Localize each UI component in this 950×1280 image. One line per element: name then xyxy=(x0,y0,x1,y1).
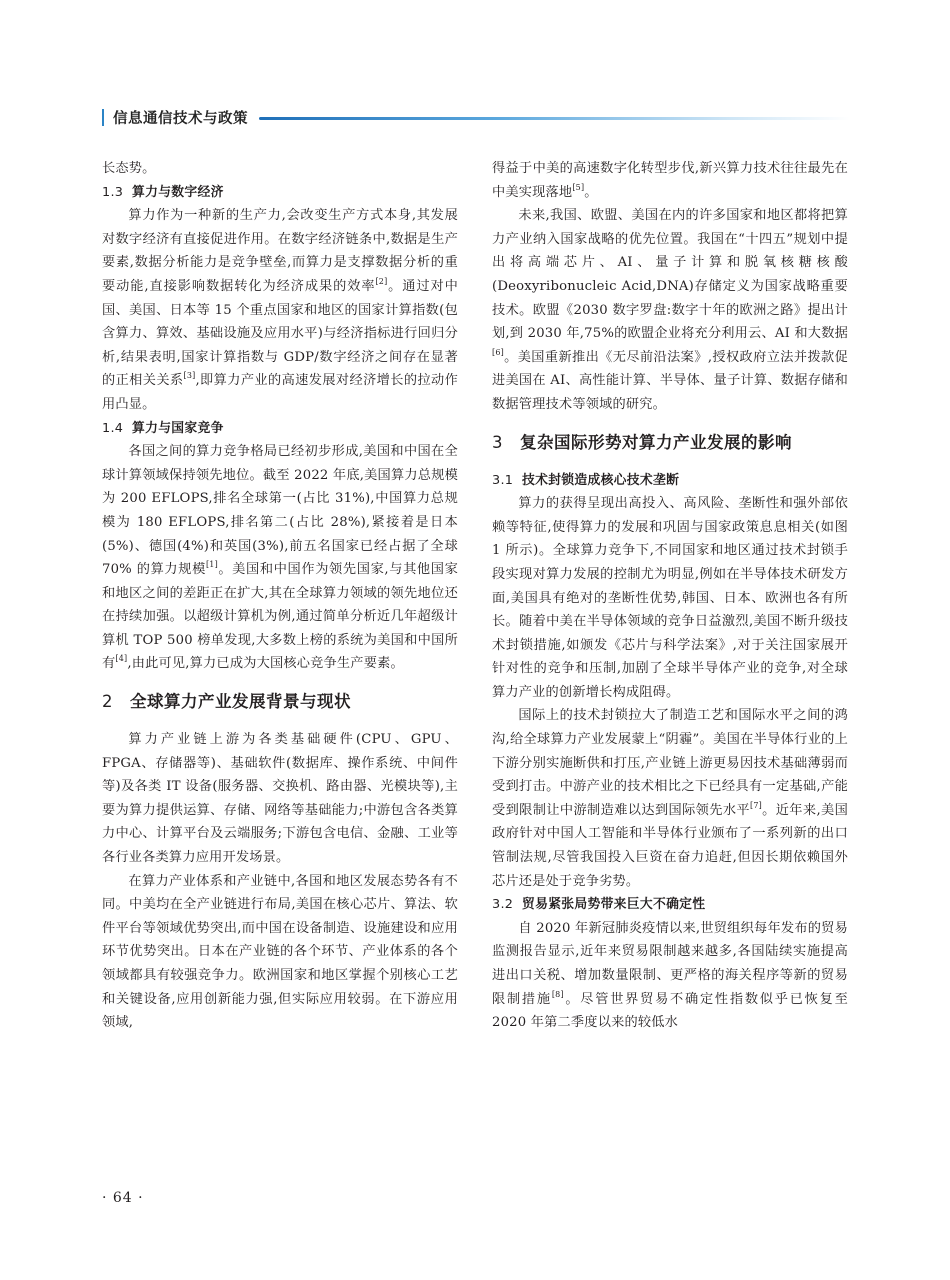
left-column xyxy=(102,157,458,1035)
section-1-4-heading: 1.4 算力与国家竞争 xyxy=(102,420,224,436)
paragraph-continued: 得益于中美的高速数字化转型步伐,新兴算力技术往往最先在中美实现落地[5]。 xyxy=(492,161,848,200)
running-header xyxy=(102,105,850,131)
paragraph: 国际上的技术封锁拉大了制造工艺和国际水平之间的鸿沟,给全球算力产业发展蒙上“阴霾”。美国在半导体行业的上下游分别实施断供和打压,产业链上游更易因技术基础薄弱而受到打击。中游产业的技术相比之下已经具有一定基础,产能受到限制让中游制造难以达到国际领先水平[7]。近年来,美国政府针对中国人工智能和半导体行业颁布了一系列新的出口管制法规,尽管我国投入巨资在奋力追赶,但因长期依赖国外芯片还是处于竞争劣势。 xyxy=(492,708,848,889)
citation-ref[interactable]: [7] xyxy=(750,800,762,810)
right-column xyxy=(492,157,848,1035)
section-3-heading: 3 复杂国际形势对算力产业发展的影响 xyxy=(492,432,792,452)
paragraph: 自 2020 年新冠肺炎疫情以来,世贸组织每年发布的贸易监测报告显示,近年来贸易限制越来越多,各国陆续实施提高进出口关税、增加数量限制、更严格的海关程序等新的贸易限制措施[8]。尽管世界贸易不确定性指数似乎已恢复至 2020 年第二季度以来的较低水 xyxy=(492,920,848,1031)
paragraph: 算力的获得呈现出高投入、高风险、垄断性和强外部依赖等特征,使得算力的发展和巩固与国家政策息息相关(如图 1 所示)。全球算力竞争下,不同国家和地区通过技术封锁手段实现对算力发展的控制尤为明显,例如在半导体技术研发方面,美国具有绝对的垄断性优势,韩国、日本、欧洲也各有所长。随着中美在半导体领域的竞争日益激烈,美国不断升级技术封锁措施,如颁发《芯片与科学法案》,对于关注国家展开针对性的竞争和压制,加剧了全球半导体产业的竞争,对全球算力产业的创新增长构成阻碍。 xyxy=(492,496,848,700)
paragraph: 算力作为一种新的生产力,会改变生产方式本身,其发展对数字经济有直接促进作用。在数字经济链条中,数据是生产要素,数据分析能力是竞争壁垒,而算力是支撑数据分析的重要动能,直接影响数据转化为经济成果的效率[2]。通过对中国、美国、日本等 15 个重点国家和地区的国家计算指数(包含算力、算效、基础设施及应用水平)与经济指标进行回归分析,结果表明,国家计算指数与 GDP/数字经济之间存在显著的正相关关系[3],即算力产业的高速发展对经济增长的拉动作用凸显。 xyxy=(102,208,458,412)
paragraph: 未来,我国、欧盟、美国在内的许多国家和地区都将把算力产业纳入国家战略的优先位置。我国在“十四五”规划中提出将高端芯片、AI、量子计算和脱氧核糖核酸(Deoxyribonucleic Acid,DNA)存储定义为国家战略重要技术。欧盟《2030 数字罗盘:数字十年的欧洲之路》提出计划,到 2030 年,75%的欧盟企业将充分利用云、AI 和大数据[6]。美国重新推出《无尽前沿法案》,授权政府立法并拨款促进美国在 AI、高性能计算、半导体、量子计算、数据存储和数据管理技术等领域的研究。 xyxy=(492,208,848,412)
citation-ref[interactable]: [4] xyxy=(115,654,128,664)
paragraph: 算力产业链上游为各类基础硬件(CPU、GPU、FPGA、存储器等)、基础软件(数据库、操作系统、中间件等)及各类 IT 设备(服务器、交换机、路由器、光模块等),主要为算力提供运算、存储、网络等基础能力;中游包含各类算力中心、计算平台及云端服务;下游包含电信、金融、工业等各行业各类算力应用开发场景。 xyxy=(102,732,458,866)
citation-ref[interactable]: [6] xyxy=(492,347,504,357)
citation-ref[interactable]: [8] xyxy=(551,989,564,999)
journal-section-title: 信息通信技术与政策 xyxy=(113,111,248,127)
citation-ref[interactable]: [3] xyxy=(183,371,196,381)
section-2-heading: 2 全球算力产业发展背景与现状 xyxy=(102,692,351,712)
header-gradient-rule xyxy=(259,117,850,120)
page-number: · 64 · xyxy=(102,1190,144,1206)
header-accent-bar xyxy=(102,109,104,126)
citation-ref[interactable]: [1] xyxy=(205,560,218,570)
paragraph: 各国之间的算力竞争格局已经初步形成,美国和中国在全球计算领域保持领先地位。截至 2022 年底,美国算力总规模为 200 EFLOPS,排名全球第一(占比 31%),中国算力总规模为 180 EFLOPS,排名第二(占比 28%),紧接着是日本(5%)、德国(4%)和英国(3%),前五名国家已经占据了全球 70% 的算力规模[1]。美国和中国作为领先国家,与其他国家和地区之间的差距正在扩大,其在全球算力领域的领先地位还在持续加强。以超级计算机为例,通过简单分析近几年超级计算机 TOP 500 榜单发现,大多数上榜的系统为美国和中国所有[4],由此可见,算力已成为大国核心竞争生产要素。 xyxy=(102,444,458,672)
citation-ref[interactable]: [2] xyxy=(375,276,388,286)
section-3-2-heading: 3.2 贸易紧张局势带来巨大不确定性 xyxy=(492,897,706,913)
citation-ref[interactable]: [5] xyxy=(572,182,585,192)
section-3-1-heading: 3.1 技术封锁造成核心技术垄断 xyxy=(492,472,680,488)
paragraph-continued: 长态势。 xyxy=(102,161,156,176)
paragraph: 在算力产业体系和产业链中,各国和地区发展态势各有不同。中美均在全产业链进行布局,美国在核心芯片、算法、软件平台等领域优势突出,而中国在设备制造、设施建设和应用环节优势突出。日本在产业链的各个环节、产业体系的各个领域都具有较强竞争力。欧洲国家和地区掌握个别核心工艺和关键设备,应用创新能力强,但实际应用较弱。在下游应用领域, xyxy=(102,873,458,1031)
section-1-3-heading: 1.3 算力与数字经济 xyxy=(102,184,224,200)
